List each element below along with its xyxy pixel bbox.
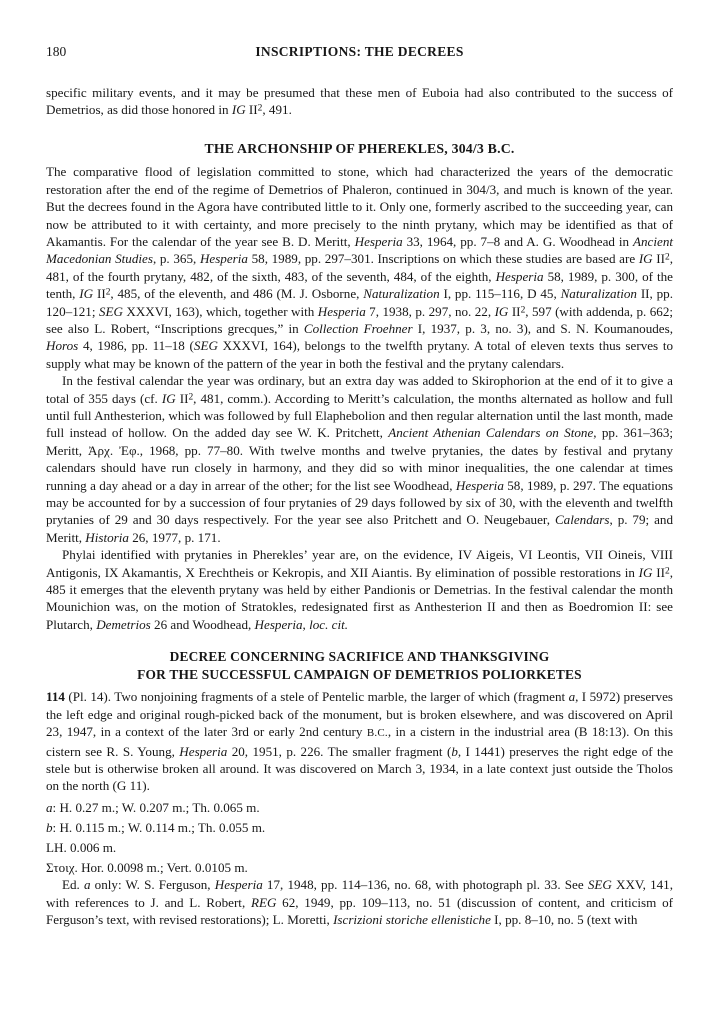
running-header: INSCRIPTIONS: THE DECREES	[255, 44, 464, 59]
measurement-line-stoichedon: Στοιχ. Hor. 0.0098 m.; Vert. 0.0105 m.	[46, 859, 248, 875]
decree-description-paragraph: 114 (Pl. 14). Two nonjoining fragments of a stele of Pentelic marble, the larger of which (fragment a, I 5972) preserves the left edge and original rough-picked back of the monument, but is broken elsewhere, and was discovered on April 23, 1947, in a context of the later 3rd or early 2nd century B.C., in a cistern in the industrial area (B 18:13). On this cistern see R. S. Young, Hesperia 20, 1951, p. 226. The smaller fragment (b, I 1441) preserves the right edge of the stele but is otherwise broken all around. It was discovered on March 3, 1934, in a late context just outside the Tholos on the north (G 11).	[46, 689, 674, 794]
measurement-line-letter-height: LH. 0.006 m.	[46, 839, 117, 855]
decree-heading-line-1: DECREE CONCERNING SACRIFICE AND THANKSGIVING	[169, 649, 550, 665]
measurement-line-fragment-b: b: H. 0.115 m.; W. 0.114 m.; Th. 0.055 m.	[46, 819, 266, 835]
editions-paragraph: Ed. a only: W. S. Ferguson, Hesperia 17, 1948, pp. 114–136, no. 68, with photograph pl. 33. See SEG XXV, 141, with references to J. and L. Robert, REG 62, 1949, pp. 109–113, no. 51 (discussion of content, and criticism of Ferguson’s text, with revised restorations); L. Moretti, Iscrizioni storiche ellenistiche I, pp. 8–10, no. 5 (text with	[46, 877, 674, 928]
decree-section-heading	[46, 648, 673, 683]
archonship-paragraph-3: Phylai identified with prytanies in Pherekles’ year are, on the evidence, IV Aigeis, VI Leontis, VII Oineis, VIII Antigonis, IX Akamantis, X Erechtheis or Kekropis, and XII Aiantis. By elimination of possible restorations in IG $II^2$, 485 it emerges that the eleventh prytany was held by either Pandionis or Demetrias. In the festival calendar the month Mounichion was, on the motion of Stratokles, redesignated first as Anthesterion II and then as Boedromion II: see Plutarch, Demetrios 26 and Woodhead, Hesperia, loc. cit.	[46, 547, 673, 632]
measurements-block	[46, 799, 673, 877]
page-header	[46, 44, 673, 61]
archonship-section-heading: THE ARCHONSHIP OF PHEREKLES, 304/3 B.C.	[204, 140, 515, 156]
measurement-line-fragment-a: a: H. 0.27 m.; W. 0.207 m.; Th. 0.065 m.	[46, 799, 260, 815]
intro-paragraph: specific military events, and it may be presumed that these men of Euboia had also contributed to the success of Demetrios, as did those honored in IG $II^2$, 491.	[46, 85, 673, 118]
archonship-paragraph-1: The comparative flood of legislation committed to stone, which had characterized the years of the democratic restoration after the end of the regime of Demetrios of Phaleron, continued in 304/3, and much is known of the year. But the decrees found in the Agora have contributed little to it. Only one, formerly ascribed to the succeeding year, can now be attributed to it with certainty, and more precisely to the ninth prytany, which may be identified as that of Akamantis. For the calendar of the year see B. D. Meritt, Hesperia 33, 1964, pp. 7–8 and A. G. Woodhead in Ancient Macedonian Studies, p. 365, Hesperia 58, 1989, pp. 297–301. Inscriptions on which these studies are based are IG $II^2$, 481, of the fourth prytany, 482, of the sixth, 483, of the seventh, 484, of the eighth, Hesperia 58, 1989, p. 300, of the tenth, IG $II^2$, 485, of the eleventh, and 486 (M. J. Osborne, Naturalization I, pp. 115–116, D 45, Naturalization II, pp. 120–121; SEG XXXVI, 163), which, together with Hesperia 7, 1938, p. 297, no. 22, IG $II^2$, 597 (with addenda, p. 662; see also L. Robert, “Inscriptions grecques,” in Collection Froehner I, 1937, p. 3, no. 3), and S. N. Koumanoudes, Horos 4, 1986, pp. 11–18 (SEG XXXVI, 164), belongs to the twelfth prytany. A total of eleven texts thus serves to supply what may be known of the pattern of the year in both the festival and the prytany calendars.	[46, 164, 674, 371]
page-number: 180	[46, 44, 67, 59]
decree-heading-line-2: FOR THE SUCCESSFUL CAMPAIGN OF DEMETRIOS POLIORKETES	[137, 666, 582, 682]
archonship-paragraph-2: In the festival calendar the year was ordinary, but an extra day was added to Skirophorion at the end of it to give a total of 355 days (cf. IG $II^2$, 481, comm.). According to Meritt’s calculation, the months alternated as hollow and full until full Anthesterion, which was followed by full Elaphebolion and then regular alternation until the last month, made full instead of hollow. On the added day see W. K. Pritchett, Ancient Athenian Calendars on Stone, pp. 361–363; Meritt, Ἀρχ. Ἐφ., 1968, pp. 77–80. With twelve months and twelve prytanies, the dates by festival and prytany calendars should have run closely in harmony, and they did so with minor inequalities, the one calendar at times running a day ahead or a day in arrear of the other; for the list see Woodhead, Hesperia 58, 1989, p. 297. The equations may be accounted for by a succession of four prytanies of 29 days followed by six of 30, with the eleventh and twelfth prytanies of 29 and 30 days respectively. For the year see also Pritchett and O. Neugebauer, Calendars, p. 79; and Meritt, Historia 26, 1977, p. 171.	[46, 373, 674, 545]
